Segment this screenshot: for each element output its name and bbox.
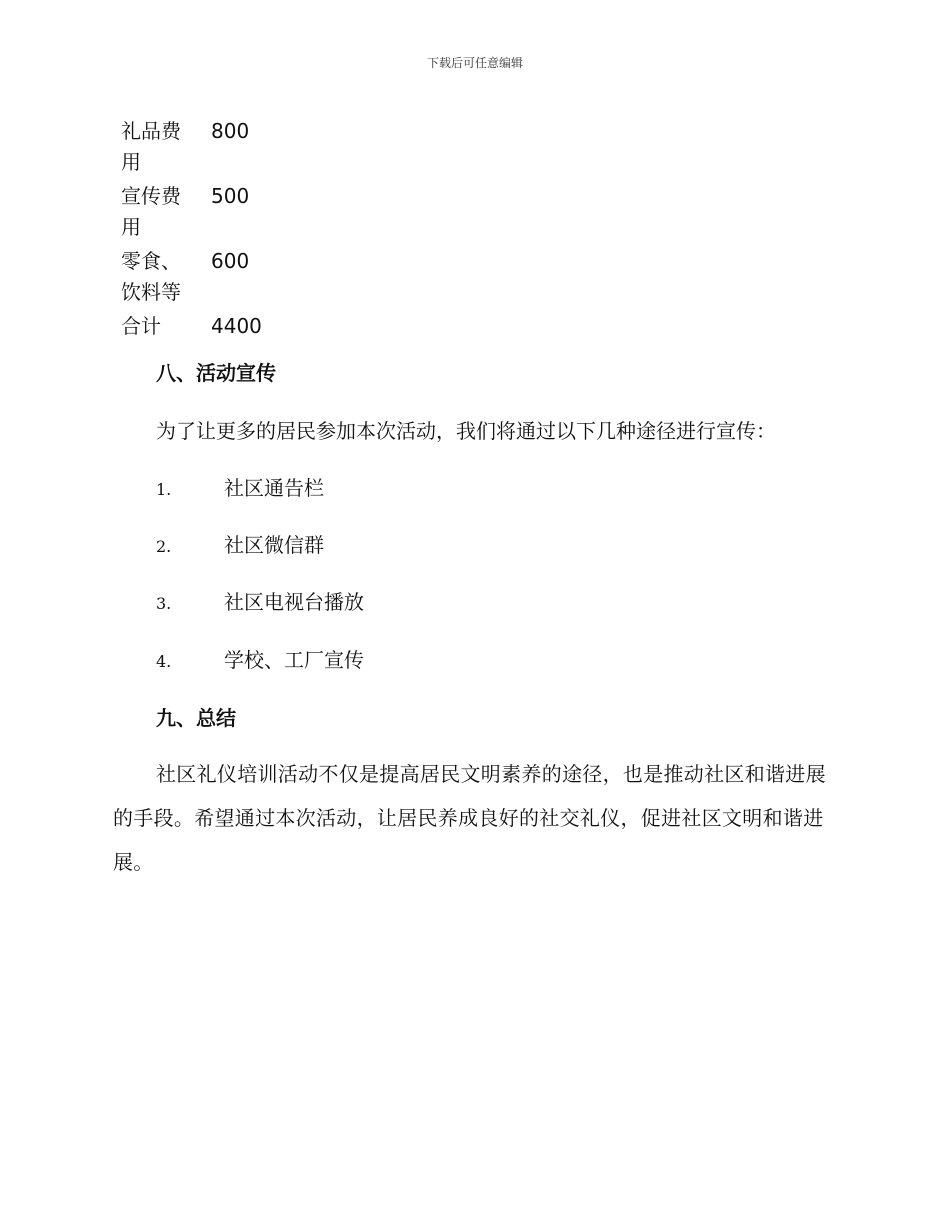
- list-text: 社区电视台播放: [224, 590, 364, 614]
- cost-value: 500: [211, 184, 250, 208]
- cost-item-cell: [121, 181, 211, 246]
- cost-item-label: 宣传费: [121, 184, 181, 208]
- list-item: [156, 587, 364, 619]
- list-item: [156, 530, 324, 562]
- list-text: 社区通告栏: [224, 476, 324, 500]
- table-row: [121, 246, 262, 311]
- cost-item-label: 零食、: [121, 249, 181, 273]
- cost-item-label: 饮料等: [121, 280, 181, 304]
- list-text: 社区微信群: [224, 533, 324, 557]
- table-row-total: [121, 311, 262, 342]
- section-intro: 为了让更多的居民参加本次活动，我们将通过以下几种途径进行宣传：: [156, 419, 776, 443]
- cost-value: 600: [211, 249, 250, 273]
- section-heading: 八、活动宣传: [156, 361, 276, 385]
- list-number: 2.: [156, 537, 172, 556]
- section-heading: 九、总结: [156, 706, 236, 730]
- table-row: [121, 116, 262, 181]
- list-text: 学校、工厂宣传: [224, 648, 364, 672]
- cost-table: [121, 116, 262, 342]
- cost-item-label: 用: [121, 215, 141, 239]
- list-item: [156, 473, 324, 505]
- cost-value: 4400: [211, 314, 262, 338]
- cost-item-cell: [121, 116, 211, 181]
- list-item: [156, 645, 364, 677]
- list-number: 3.: [156, 594, 172, 613]
- table-row: [121, 181, 262, 246]
- cost-item-label: 礼品费: [121, 119, 181, 143]
- cost-value: 800: [211, 119, 250, 143]
- cost-item-cell: [121, 246, 211, 311]
- cost-item-label: 用: [121, 150, 141, 174]
- list-number: 1.: [156, 480, 172, 499]
- cost-item-label: 合计: [121, 314, 161, 338]
- page-header: 下载后可任意编辑: [426, 56, 523, 70]
- summary-paragraph: 社区礼仪培训活动不仅是提高居民文明素养的途径，也是推动社区和谐进展的手段。希望通过本次活动，让居民养成良好的社交礼仪，促进社区文明和谐进展。: [113, 762, 826, 874]
- list-number: 4.: [156, 652, 172, 671]
